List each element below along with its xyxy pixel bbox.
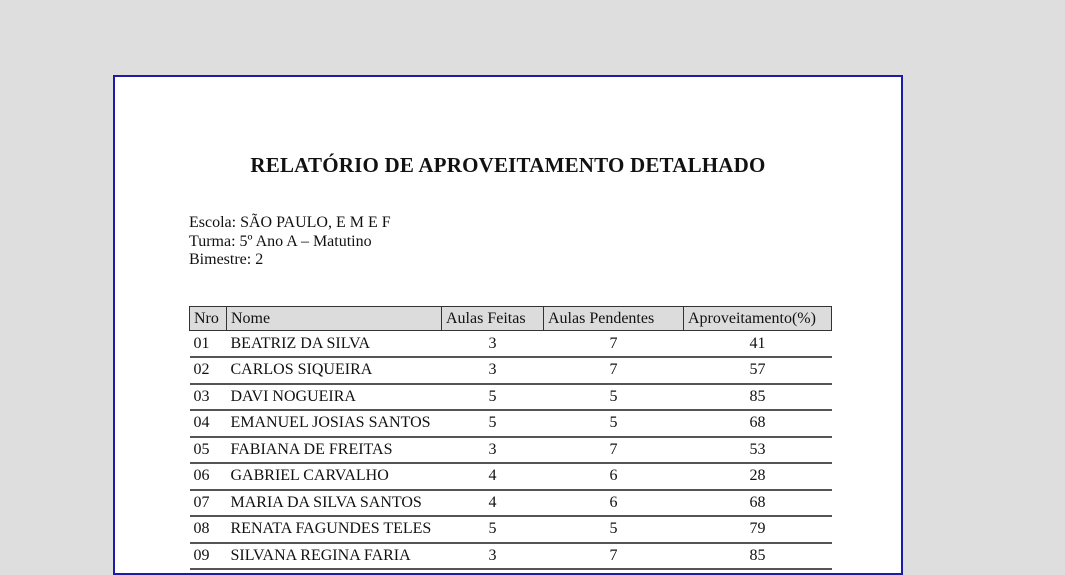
cell-aproveitamento: 68 (684, 490, 832, 517)
cell-nro: 01 (190, 331, 227, 358)
cell-aulas-pendentes: 6 (544, 463, 684, 490)
table-row (190, 516, 832, 543)
cell-aulas-feitas: 4 (442, 463, 544, 490)
cell-aproveitamento: 28 (684, 463, 832, 490)
cell-aulas-feitas: 3 (442, 543, 544, 570)
cell-aproveitamento: 79 (684, 516, 832, 543)
cell-aulas-feitas: 5 (442, 516, 544, 543)
school-label: Escola: SÃO PAULO, E M E F (189, 214, 391, 231)
cell-nro: 04 (190, 410, 227, 437)
term-label: Bimestre: 2 (189, 251, 264, 268)
cell-aulas-pendentes: 7 (544, 437, 684, 464)
cell-aulas-feitas: 5 (442, 410, 544, 437)
cell-aulas-feitas: 5 (442, 384, 544, 411)
cell-aulas-pendentes: 5 (544, 384, 684, 411)
table-header-row (190, 307, 832, 331)
cell-nro: 09 (190, 543, 227, 570)
report-page (113, 75, 903, 575)
cell-aulas-pendentes: 7 (544, 357, 684, 384)
cell-nro: 06 (190, 463, 227, 490)
column-header-aulas-feitas: Aulas Feitas (442, 307, 544, 331)
cell-aulas-feitas: 3 (442, 357, 544, 384)
report-info (189, 214, 391, 270)
cell-aulas-feitas: 3 (442, 331, 544, 358)
column-header-aproveitamento: Aproveitamento(%) (684, 307, 832, 331)
cell-aproveitamento: 68 (684, 410, 832, 437)
table-row (190, 463, 832, 490)
column-header-aulas-pendentes: Aulas Pendentes (544, 307, 684, 331)
cell-aproveitamento: 85 (684, 543, 832, 570)
table-row (190, 357, 832, 384)
report-title: RELATÓRIO DE APROVEITAMENTO DETALHADO (250, 153, 766, 177)
cell-nome: RENATA FAGUNDES TELES (227, 516, 442, 543)
cell-nome: SILVANA REGINA FARIA (227, 543, 442, 570)
cell-aulas-pendentes: 7 (544, 543, 684, 570)
cell-nro: 07 (190, 490, 227, 517)
table-row (190, 410, 832, 437)
column-header-nome: Nome (227, 307, 442, 331)
cell-nome: EMANUEL JOSIAS SANTOS (227, 410, 442, 437)
cell-nome: GABRIEL CARVALHO (227, 463, 442, 490)
cell-aproveitamento: 85 (684, 384, 832, 411)
cell-nome: DAVI NOGUEIRA (227, 384, 442, 411)
column-header-nro: Nro (190, 307, 227, 331)
cell-nro: 08 (190, 516, 227, 543)
cell-nro: 05 (190, 437, 227, 464)
cell-nome: CARLOS SIQUEIRA (227, 357, 442, 384)
table-row (190, 331, 832, 358)
table-row (190, 490, 832, 517)
cell-aulas-pendentes: 7 (544, 331, 684, 358)
cell-aulas-pendentes: 5 (544, 516, 684, 543)
cell-aulas-feitas: 3 (442, 437, 544, 464)
cell-aproveitamento: 41 (684, 331, 832, 358)
performance-table (189, 306, 832, 570)
cell-aulas-pendentes: 5 (544, 410, 684, 437)
table-row (190, 437, 832, 464)
cell-nome: BEATRIZ DA SILVA (227, 331, 442, 358)
class-label: Turma: 5º Ano A – Matutino (189, 232, 372, 250)
cell-nome: FABIANA DE FREITAS (227, 437, 442, 464)
cell-nro: 03 (190, 384, 227, 411)
cell-aulas-pendentes: 6 (544, 490, 684, 517)
cell-aulas-feitas: 4 (442, 490, 544, 517)
cell-nome: MARIA DA SILVA SANTOS (227, 490, 442, 517)
cell-aproveitamento: 53 (684, 437, 832, 464)
cell-aproveitamento: 57 (684, 357, 832, 384)
table-row (190, 384, 832, 411)
cell-nro: 02 (190, 357, 227, 384)
